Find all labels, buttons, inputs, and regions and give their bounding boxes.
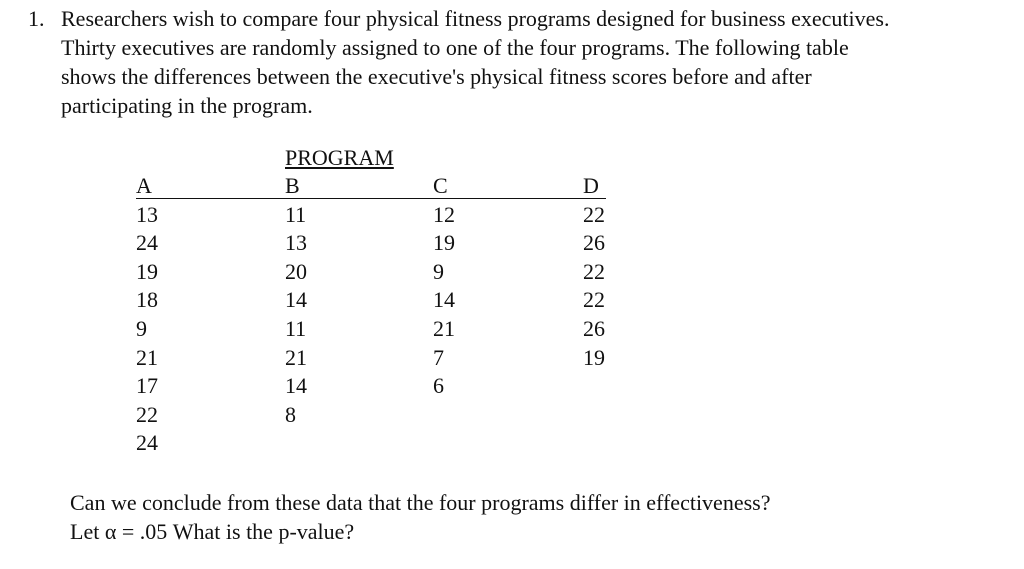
table-cell: 12 (433, 201, 455, 227)
table-cell: 11 (285, 201, 307, 227)
intro-line: participating in the program. (61, 93, 313, 118)
table-cell: 19 (136, 258, 158, 284)
column-header-a: A (136, 173, 152, 198)
table-cell: 14 (285, 287, 307, 313)
problem-number: 1. (28, 6, 45, 31)
table-cell: 19 (433, 230, 455, 256)
table-cell: 17 (136, 373, 158, 399)
table-cell: 14 (433, 287, 455, 313)
question-line: Can we conclude from these data that the four programs differ in effectiveness? (70, 490, 771, 515)
question-text (70, 488, 770, 546)
column-header-c: C (433, 173, 448, 198)
column-b (285, 172, 307, 429)
table-cell: 13 (136, 201, 158, 227)
table-cell: 7 (433, 344, 444, 370)
table-cell: 14 (285, 373, 307, 399)
table-cell: 22 (583, 287, 605, 313)
table-cell: 9 (136, 315, 147, 341)
table-cell: 26 (583, 230, 605, 256)
table-cell: 24 (136, 430, 158, 456)
column-header-rule (136, 198, 606, 199)
question-line: Let α = .05 What is the p-value? (70, 519, 355, 544)
table-group-header: PROGRAM (285, 145, 394, 170)
table-cell: 9 (433, 258, 444, 284)
problem-intro (61, 4, 1011, 120)
table-cell: 22 (136, 401, 158, 427)
table-cell: 24 (136, 230, 158, 256)
table-cell: 22 (583, 201, 605, 227)
table-cell: 20 (285, 258, 307, 284)
table-cell: 8 (285, 401, 296, 427)
table-cell: 13 (285, 230, 307, 256)
table-cell: 21 (433, 315, 455, 341)
column-c (433, 172, 455, 401)
table-cell: 26 (583, 315, 605, 341)
table-cell: 11 (285, 315, 307, 341)
intro-line: Thirty executives are randomly assigned to one of the four programs. The following table (61, 35, 849, 60)
column-a (136, 172, 158, 458)
table-cell: 19 (583, 344, 605, 370)
intro-line: shows the differences between the executive's physical fitness scores before and after (61, 64, 812, 89)
column-d (583, 172, 605, 372)
intro-line: Researchers wish to compare four physical fitness programs designed for business executives. (61, 6, 890, 31)
table-cell: 21 (285, 344, 307, 370)
table-cell: 18 (136, 287, 158, 313)
table-cell: 22 (583, 258, 605, 284)
column-header-b: B (285, 173, 300, 198)
table-cell: 21 (136, 344, 158, 370)
table-cell: 6 (433, 373, 444, 399)
column-header-d: D (583, 173, 599, 198)
